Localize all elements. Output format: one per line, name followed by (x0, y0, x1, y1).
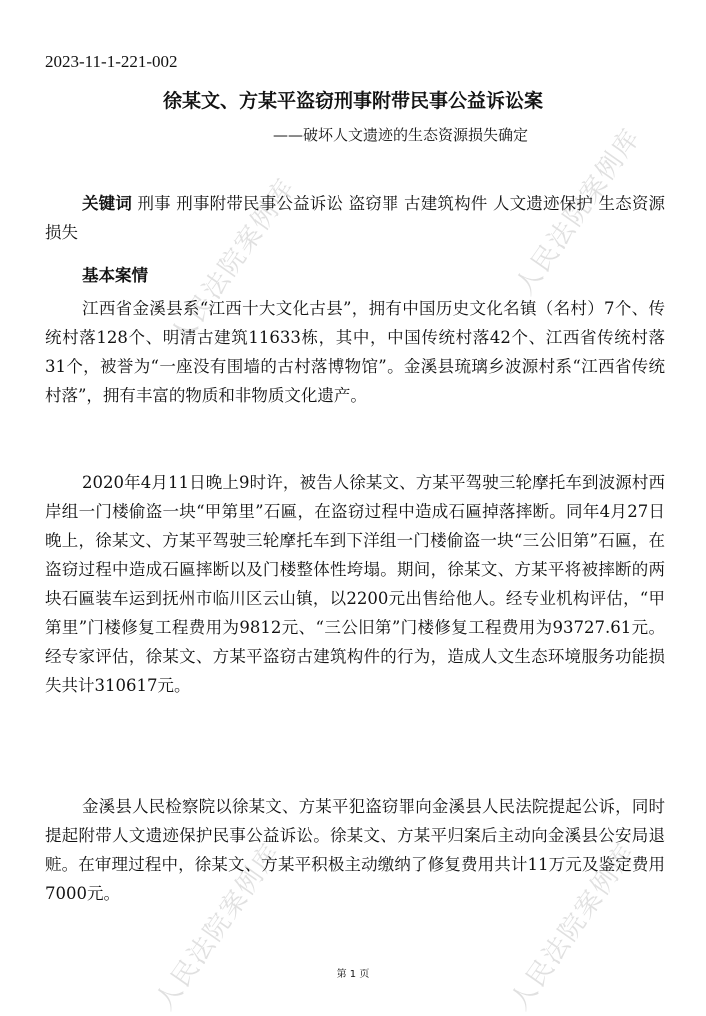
watermark: 人民法院案例库 (504, 837, 642, 1016)
watermark: 人民法院案例库 (164, 172, 302, 351)
watermark: 人民法院案例库 (149, 837, 287, 1016)
body-paragraph: 江西省金溪县系“江西十大文化古县”，拥有中国历史文化名镇（名村）7个、传统村落128个、明清古建筑11633栋，其中，中国传统村落42个、江西省传统村落31个，被誉为“一座没有围墙的古村落博物馆”。金溪县琉璃乡波源村系“江西省传统村落”，拥有丰富的物质和非物质文化遗产。 (45, 299, 665, 405)
keywords-paragraph (45, 189, 665, 247)
body-paragraph: 金溪县人民检察院以徐某文、方某平犯盗窃罪向金溪县人民法院提起公诉，同时提起附带人文遗迹保护民事公益诉讼。徐某文、方某平归案后主动向金溪县公安局退赃。在审理过程中，徐某文、方某平积极主动缴纳了修复费用共计11万元及鉴定费用7000元。 (45, 797, 665, 903)
body-paragraph: 2020年4月11日晚上9时许，被告人徐某文、方某平驾驶三轮摩托车到波源村西岸组一门楼偷盗一块“甲第里”石匾，在盗窃过程中造成石匾掉落摔断。同年4月27日晚上，徐某文、方某平驾驶三轮摩托车到下洋组一门楼偷盗一块“三公旧第”石匾，在盗窃过程中造成石匾摔断以及门楼整体性垮塌。期间，徐某文、方某平将被摔断的两块石匾装车运到抚州市临川区云山镇，以2200元出售给他人。经专业机构评估，“甲第里”门楼修复工程费用为9812元、“三公旧第”门楼修复工程费用为93727.61元。经专家评估，徐某文、方某平盗窃古建筑构件的行为，造成人文生态环境服务功能损失共计310617元。 (45, 473, 665, 695)
watermark: 人民法院案例库 (509, 122, 647, 301)
case-subtitle: ——破坏人文遗迹的生态资源损失确定 (272, 126, 528, 144)
keywords-label: 关键词 (82, 194, 133, 213)
case-number: 2023-11-1-221-002 (45, 52, 178, 71)
section-heading: 基本案情 (82, 266, 148, 285)
case-title: 徐某文、方某平盗窃刑事附带民事公益诉讼案 (162, 90, 543, 112)
page-number: 第 1 页 (336, 969, 370, 980)
keywords-text: 刑事 刑事附带民事公益诉讼 盗窃罪 古建筑构件 人文遗迹保护 生态资源损失 (45, 194, 666, 242)
